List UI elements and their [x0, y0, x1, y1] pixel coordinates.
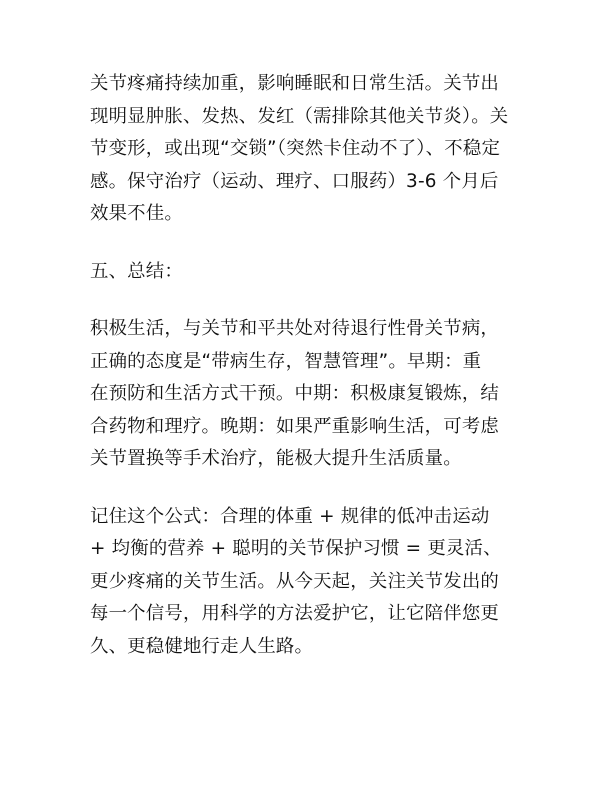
text-line: 现明显肿胀、发热、发红（需排除其他关节炎）。关: [90, 105, 509, 127]
text-line: 关节置换等手术治疗，能极大提升生活质量。: [90, 448, 462, 469]
text-line: 节变形，或出现“交锁”（突然卡住动不了）、不稳定: [90, 138, 501, 159]
text-line: 记住这个公式：合理的体重 + 规律的低冲击运动: [90, 505, 490, 527]
text-line: 久、更稳健地行走人生路。: [90, 635, 314, 657]
heading-text: 五、总结：: [90, 260, 183, 282]
text-line: 每一个信号，用科学的方法爱护它，让它陪伴您更: [90, 603, 499, 624]
text-line: 积极生活，与关节和平共处对待退行性骨关节病，: [90, 318, 499, 339]
text-line: 更少疼痛的关节生活。从今天起，关注关节发出的: [90, 570, 499, 592]
section-heading: [90, 256, 530, 289]
text-line: 合药物和理疗。晚期：如果严重影响生活，可考虑: [90, 415, 499, 437]
text-line: + 均衡的营养 + 聪明的关节保护习惯 = 更灵活、: [90, 538, 502, 559]
text-line: 效果不佳。: [90, 203, 183, 224]
paragraph-symptoms: [90, 68, 530, 231]
text-line: 关节疼痛持续加重，影响睡眠和日常生活。关节出: [90, 73, 499, 94]
paragraph-formula: [90, 501, 530, 664]
text-line: 在预防和生活方式干预。中期：积极康复锻炼，结: [90, 383, 499, 404]
text-line: 正确的态度是“带病生存，智慧管理”。早期：重: [90, 350, 482, 372]
paragraph-summary: [90, 313, 530, 476]
text-line: 感。保守治疗（运动、理疗、口服药）3-6 个月后: [90, 170, 499, 192]
document-body: [90, 68, 530, 663]
